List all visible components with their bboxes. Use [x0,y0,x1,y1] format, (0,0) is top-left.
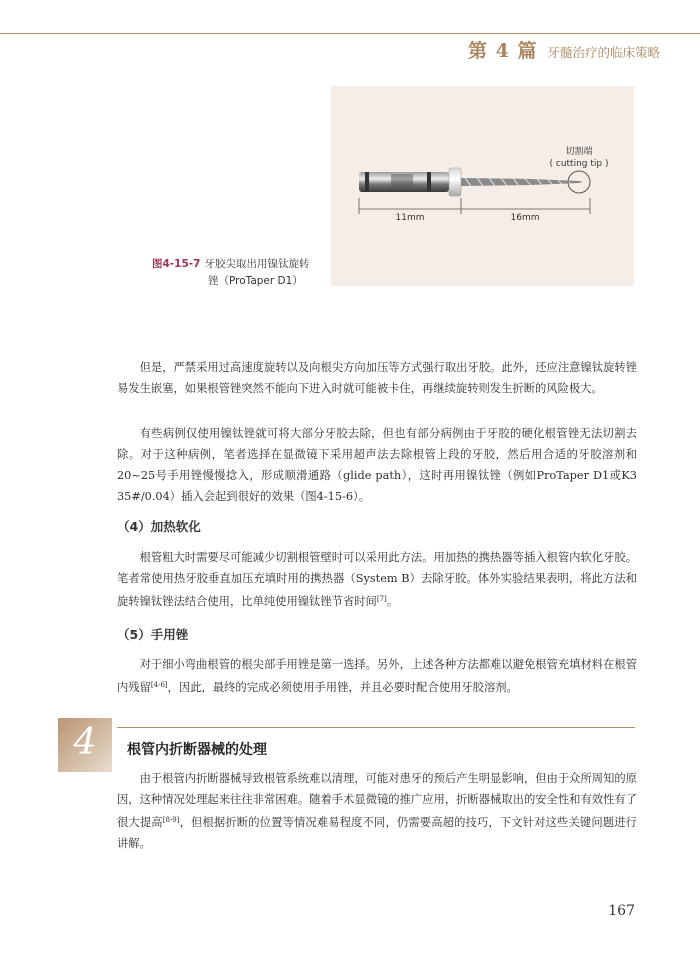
paragraph-1 [117,357,637,399]
paragraph-text: 对于细小弯曲根管的根尖部手用锉是第一选择。另外，上述各种方法都难以避免根管充填材料在根管内残留 [117,658,637,694]
paragraph-text-cont: ，因此，最终的完成必须使用手用锉，并且必要时配合使用牙胶溶剂。 [167,681,518,694]
section-paragraph [117,768,637,854]
cutting-tip-label-en: ( cutting tip ) [549,159,609,169]
subheading-5: （5）手用锉 [117,627,189,642]
subheading-4: （4）加热软化 [117,519,201,534]
dimension-lines [359,198,590,214]
paragraph-2 [117,423,637,507]
paragraph-3 [117,547,637,612]
page-number: 167 [608,903,635,919]
figure-number: 图4-15-7 [152,258,201,270]
part-number: 第 4 篇 [468,40,538,62]
section-rule [117,727,635,728]
file-handle [359,172,449,192]
cutting-tip-label: 切割端 [565,147,593,157]
paragraph-text-cont: ，但根据折断的位置等情况难易程度不同，仍需要高超的技巧，下文针对这些关键问题进行讲解。 [117,816,637,850]
protaper-file-illustration [331,86,634,286]
header-rule [0,33,700,34]
citation-ref: [4-6] [150,681,168,689]
dimension-right-label: 16mm [510,213,540,223]
figure-caption [152,256,334,290]
citation-ref: [8-9] [162,816,180,824]
paragraph-text: 有些病例仅使用镍钛锉就可将大部分牙胶去除，但也有部分病例由于牙胶的硬化根管锉无法切割去除。对于这种病例，笔者选择在显微镜下采用超声法去除根管上段的牙胶，然后用合适的牙胶溶剂和20~25号手用锉慢慢捻入，形成顺滑通路（glide path），这时再用镍钛锉（例如ProTaper D1或K3 35#/0.04）插入会起到很好的效果（图4-15-6）。 [117,427,637,503]
paragraph-text: 由于根管内折断器械导致根管系统难以清理，可能对患牙的预后产生明显影响，但由于众所周知的原因，这种情况处理起来往往非常困难。随着手术显微镜的推广应用，折断器械取出的安全性和有效性有了很大提高 [117,772,637,829]
paragraph-end: 。 [386,595,399,608]
caption-line-2: 锉（ProTaper D1） [208,275,303,287]
running-header [468,36,660,63]
paragraph-text: 根管粗大时需要尽可能减少切割根管壁时可以采用此方法。用加热的携热器等插入根管内软化牙胶。笔者常使用热牙胶垂直加压充填时用的携热器（System B）去除牙胶。体外实验结果表明，将此方法和旋转镍钛锉法结合使用，比单纯使用镍钛锉节省时间 [117,551,637,608]
caption-line-1: 牙胶尖取出用镍钛旋转 [204,258,310,270]
section-title: 根管内折断器械的处理 [127,742,267,758]
dimension-left-label: 11mm [395,213,425,223]
rubber-stop [449,168,461,196]
part-subtitle: 牙髓治疗的临床策略 [547,45,660,60]
section-number-block [58,718,112,772]
section-number: 4 [73,722,97,763]
paragraph-text: 但是，严禁采用过高速度旋转以及向根尖方向加压等方式强行取出牙胶。此外，还应注意镍钛旋转锉易发生嵌塞，如果根管锉突然不能向下进入时就可能被卡住，再继续旋转则发生折断的风险极大。 [117,361,637,395]
citation-ref: [7] [376,595,387,603]
paragraph-4 [117,654,637,698]
